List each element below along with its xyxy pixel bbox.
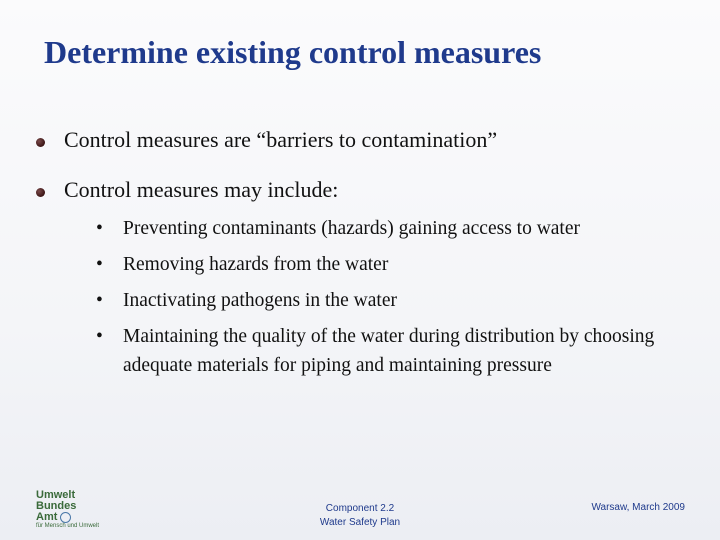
logo-line: Bundes [36, 500, 77, 512]
sub-bullet-text: Maintaining the quality of the water during distribution by choosing adequate materials for piping and maintaining pressure [123, 326, 655, 376]
sub-bullet-item [96, 250, 706, 279]
bullet-text: Control measures may include: [64, 177, 339, 202]
sub-bullet-marker-icon: • [96, 254, 103, 275]
sub-bullet-marker-icon: • [96, 326, 103, 347]
logo-tagline: für Mensch und Umwelt [36, 523, 100, 529]
logo-line: Umwelt [36, 489, 76, 501]
slide-title: Determine existing control measures [44, 34, 542, 70]
sub-bullet-item [96, 214, 706, 243]
logo-line: Amt [36, 511, 58, 523]
sub-bullet-list [64, 214, 706, 380]
sub-bullet-text: Preventing contaminants (hazards) gaining access to water [123, 218, 581, 239]
bullet-item [36, 176, 706, 380]
sub-bullet-item [96, 322, 706, 380]
footer-date: Warsaw, March 2009 [591, 502, 685, 513]
sub-bullet-item [96, 286, 706, 315]
footer-plan-name: Water Safety Plan [319, 517, 401, 528]
bullet-list [36, 126, 706, 387]
sub-bullet-text: Removing hazards from the water [123, 254, 389, 275]
sub-bullet-marker-icon: • [96, 218, 103, 239]
sub-bullet-marker-icon: • [96, 290, 103, 311]
bullet-dot-icon [36, 138, 45, 147]
sub-bullet-text: Inactivating pathogens in the water [123, 290, 397, 311]
bullet-item [36, 126, 706, 154]
footer-component: Component 2.2 [325, 503, 395, 514]
bullet-dot-icon [36, 188, 45, 197]
slide-footer [0, 488, 720, 540]
bullet-text: Control measures are “barriers to contamination” [64, 127, 498, 152]
